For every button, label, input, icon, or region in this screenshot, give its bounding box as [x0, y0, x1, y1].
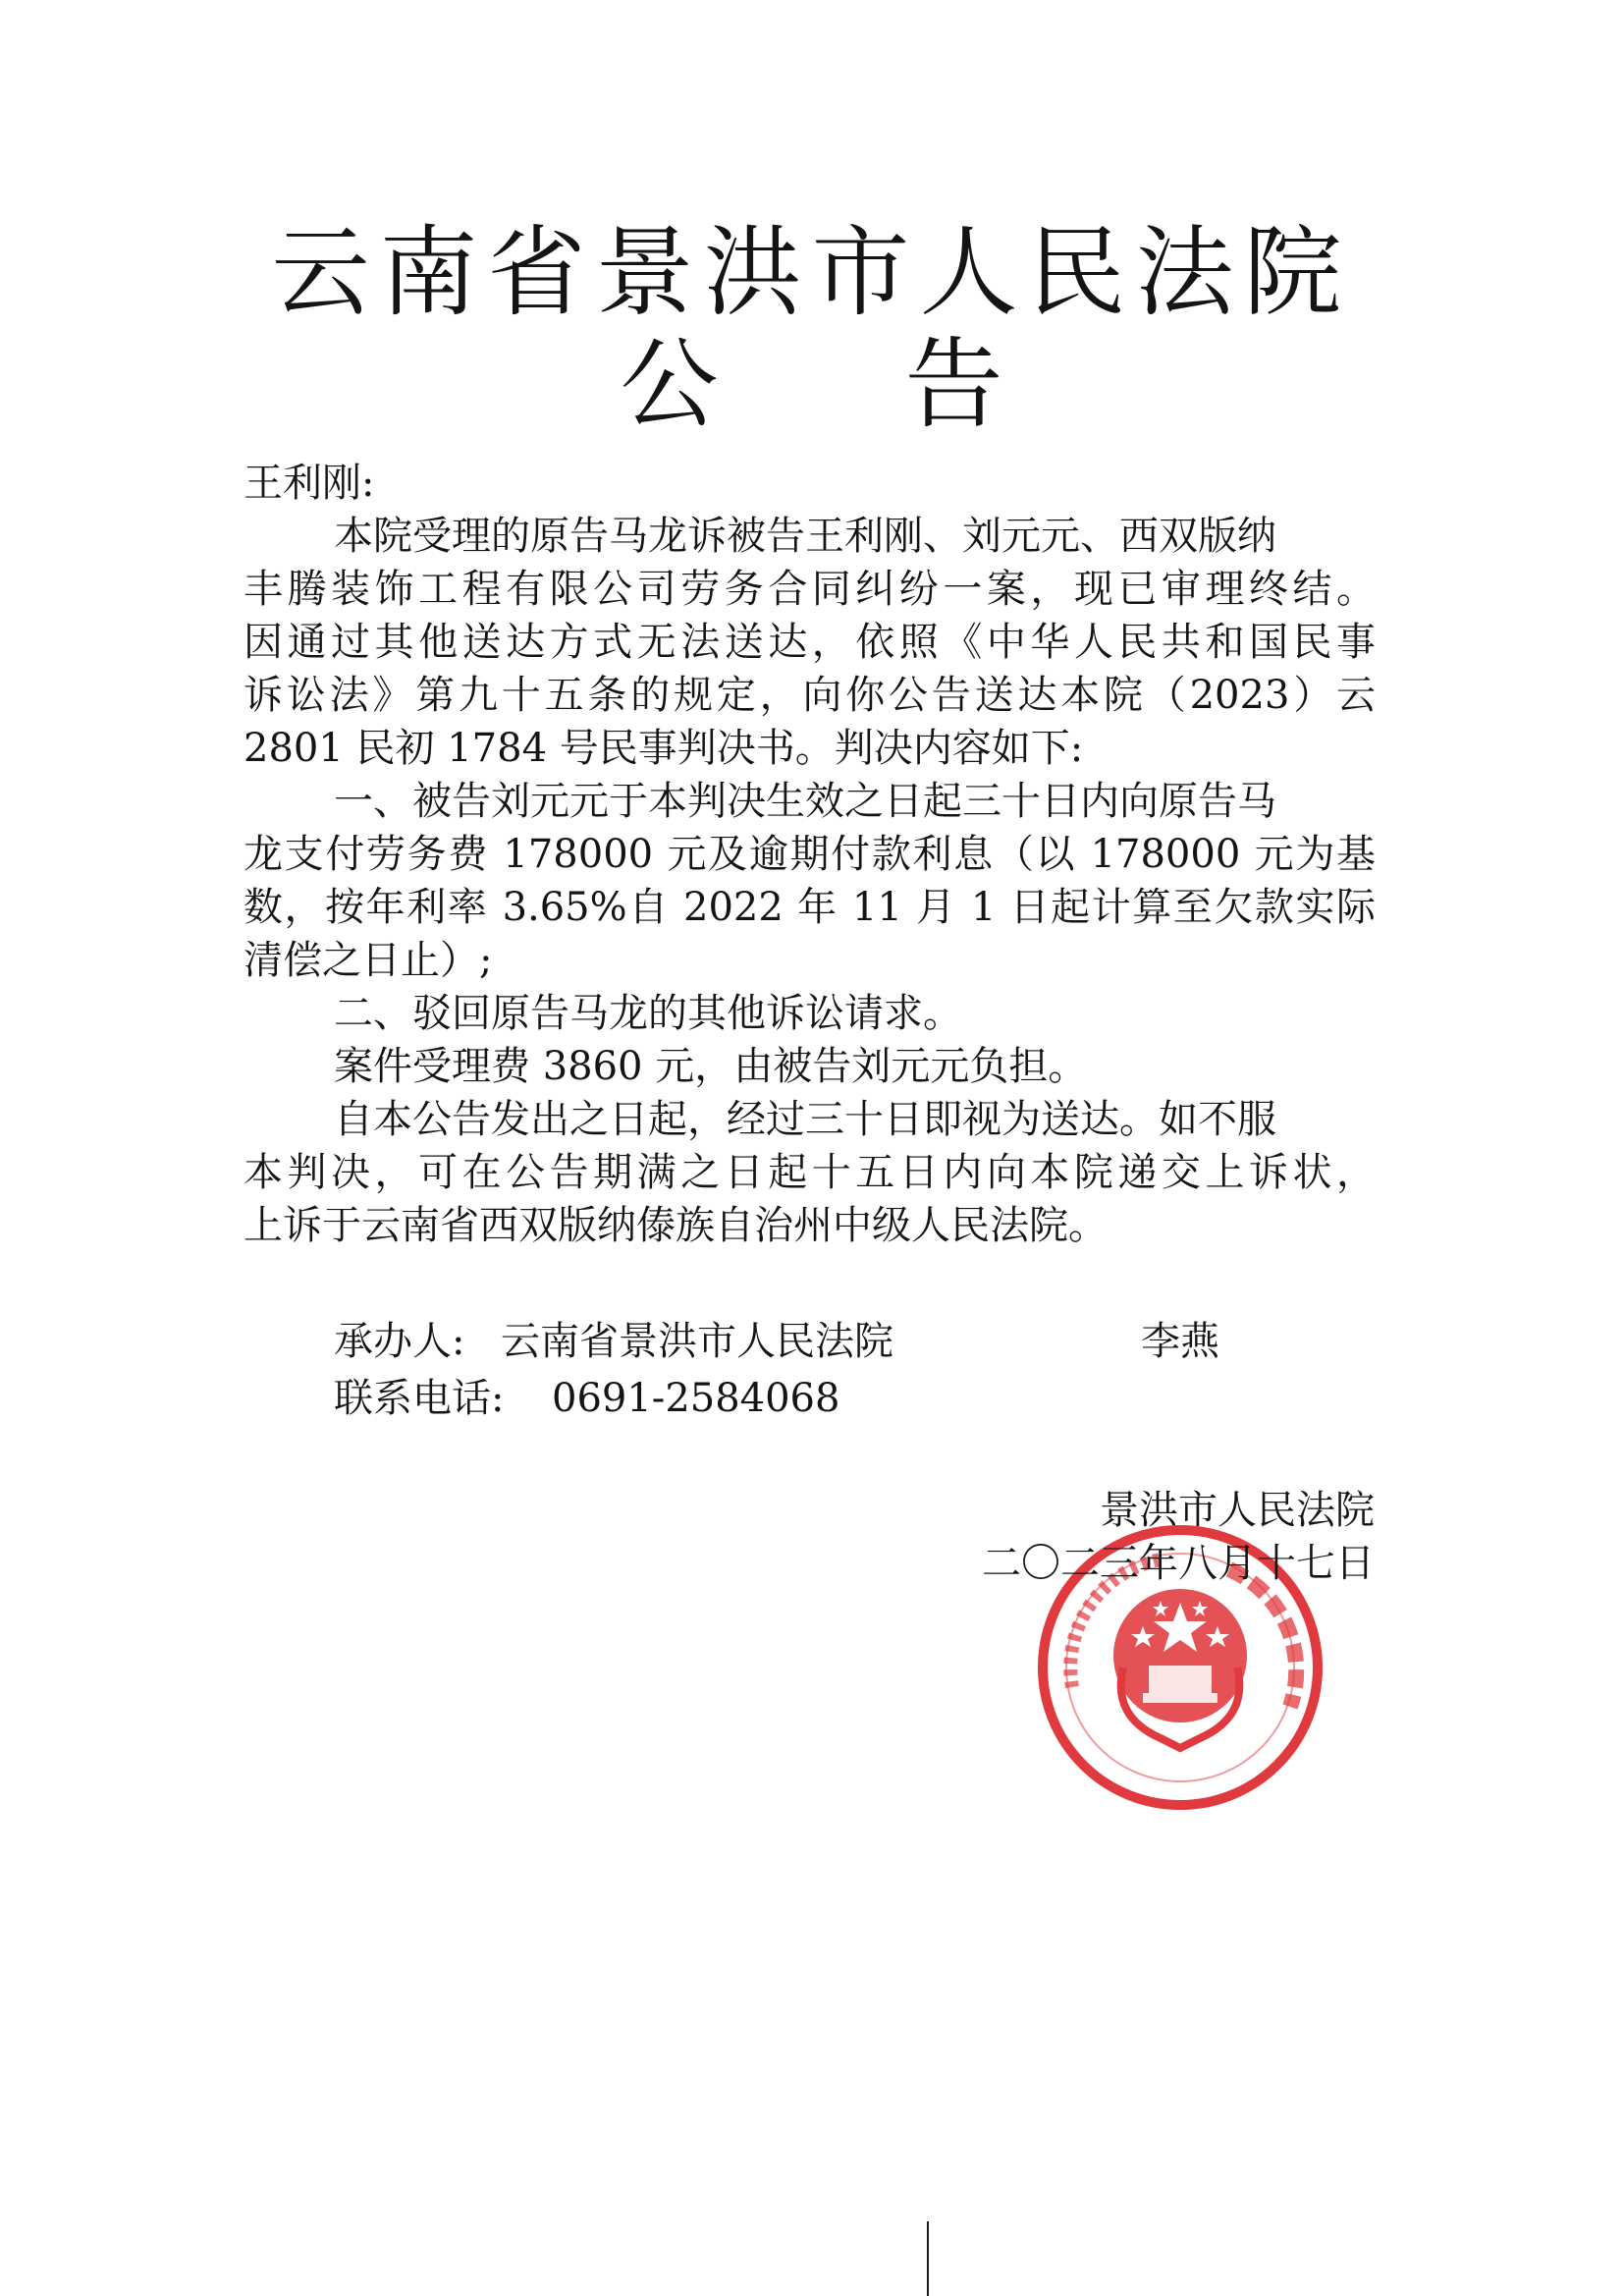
- body-line: 案件受理费 3860 元，由被告刘元元负担。: [334, 1044, 1088, 1089]
- notice-title: 公告: [620, 327, 1190, 442]
- body-line: 二、驳回原告马龙的其他诉讼请求。: [334, 991, 962, 1036]
- body-line: 本院受理的原告马龙诉被告王利刚、刘元元、西双版纳: [334, 514, 1276, 559]
- body-line: 本判决，可在公告期满之日起十五日内向本院递交上诉状，: [243, 1150, 1376, 1195]
- phone-number: 0691-2584068: [552, 1376, 840, 1421]
- signature-court: 景洪市人民法院: [1100, 1488, 1375, 1533]
- body-line: 一、被告刘元元于本判决生效之日起三十日内向原告马: [334, 779, 1276, 824]
- body-line: 龙支付劳务费 178000 元及逾期付款利息（以 178000 元为基: [243, 832, 1376, 877]
- body-line: 数，按年利率 3.65%自 2022 年 11 月 1 日起计算至欠款实际: [243, 885, 1376, 930]
- body-line: 丰腾装饰工程有限公司劳务合同纠纷一案，现已审理终结。: [243, 567, 1376, 612]
- body-line: 因通过其他送达方式无法送达，依照《中华人民共和国民事: [243, 620, 1376, 665]
- handler-org: 云南省景洪市人民法院: [501, 1319, 893, 1364]
- handler-name: 李燕: [1141, 1319, 1219, 1364]
- body-line: 上诉于云南省西双版纳傣族自治州中级人民法院。: [243, 1203, 1108, 1248]
- court-title: 云南省景洪市人民法院: [271, 215, 1352, 330]
- handler-label: 承办人:: [334, 1319, 465, 1364]
- phone-label: 联系电话:: [334, 1376, 505, 1421]
- signature-date: 二〇二三年八月十七日: [982, 1541, 1375, 1586]
- body-line: 2801 民初 1784 号民事判决书。判决内容如下:: [243, 726, 1084, 771]
- body-line: 自本公告发出之日起，经过三十日即视为送达。如不服: [334, 1097, 1276, 1142]
- scan-margin-line: [927, 2221, 929, 2296]
- body-line: 诉讼法》第九十五条的规定，向你公告送达本院（2023）云: [243, 673, 1376, 718]
- recipient-line: 王利刚:: [243, 461, 375, 506]
- body-line: 清偿之日止）;: [243, 938, 493, 983]
